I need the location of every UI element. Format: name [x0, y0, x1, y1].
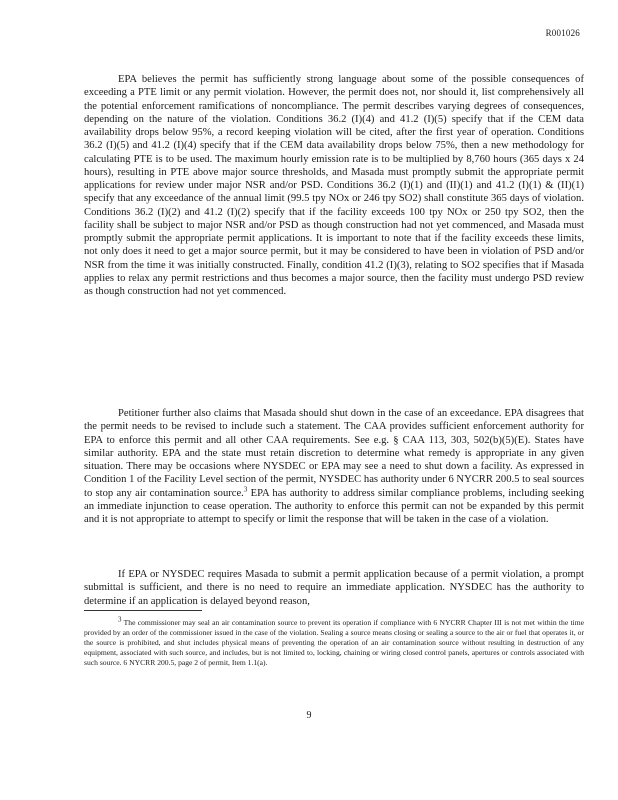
footnote: [84, 615, 584, 668]
footnote-reference: 3: [243, 484, 248, 493]
paragraph-permit-application: If EPA or NYSDEC requires Masada to submit a permit application because of a permit violation, a prompt submittal is sufficient, and there is no need to require an immediate application. NYSDEC has the authority to determine if an application is delayed beyond reason,: [84, 569, 584, 607]
paragraph-permit-consequences: EPA believes the permit has sufficiently strong language about some of the possible consequences of exceeding a PTE limit or any permit violation. However, the permit does not, nor should it, list comprehensively all the potential enforcement ramifications of noncompliance. The permit describes varying degrees of consequences, depending on the nature of the violation. Conditions 36.2 (I)(4) and 41.2 (I)(5) specify that if the CEM data availability drops below 95%, a record keeping violation will be cited, after the first year of operation. Conditions 36.2 (I)(5) and 41.2 (I)(4) specify that if the CEM data availability drops below 75%, then a new methodology for calculating PTE is to be used. The maximum hourly emission rate is to be multiplied by 8,760 hours (365 days x 24 hours), resulting in PTE above major source thresholds, and Masada must promptly submit the appropriate permit applications for review under major NSR and/or PSD. Conditions 36.2 (I)(1) and (II)(1) and 41.2 (I)(1) & (II)(1) specify that any exceedance of the annual limit (99.5 tpy NOx or 246 tpy SO2) shall constitute 365 days of violation. Conditions 36.2 (I)(2) and 41.2 (I)(2) specify that if the facility exceeds 100 tpy NOx or 250 tpy SO2, then the facility shall be subject to major NSR and/or PSD as though construction had not yet commenced, and Masada must promptly submit the appropriate permit applications. It is important to note that if the facility exceeds these limits, not only does it need to get a major source permit, but it may be considered to have been in violation of PSD and/or NSR from the time it was initially constructed. Finally, condition 41.2 (I)(3), relating to SO2 specifies that if Masada applies to relax any permit restrictions and thus becomes a major source, then the facility must undergo PSD review as though construction had not yet commenced.: [84, 74, 584, 297]
footnote-divider: [84, 610, 202, 611]
document-id: R001026: [545, 28, 580, 38]
paragraph-shutdown-text-after: EPA has authority to address similar compliance problems, including seeking an immediate injunction to cease operation. The authority to enforce this permit can not be expanded by this permit and it is not appropriate to attempt to specify or limit the response that will be taken in the case of a violation.: [84, 487, 584, 525]
footnote-mark: 3: [118, 615, 122, 624]
page-number: 9: [306, 710, 312, 721]
paragraph-shutdown-text-before: Petitioner further also claims that Masada should shut down in the case of an exceedance. EPA disagrees that the permit needs to be revised to include such a statement. The CAA provides sufficient enforcement authority for EPA to enforce this permit and all other CAA requirements. See e.g. § CAA 113, 303, 502(b)(5)(E). States have similar authority. EPA and the state must retain discretion to determine what remedy is appropriate in any given situation. There may be occasions where NYSDEC or EPA may see a need to shut down a facility. As expressed in Condition 1 of the Facility Level section of the permit, NYSDEC has authority under 6 NYCRR 200.5 to seal sources to stop any air contamination source.: [84, 408, 584, 499]
footnote-text: The commissioner may seal an air contamination source to prevent its operation if compliance with 6 NYCRR Chapter III is not met within the time provided by an order of the commissioner issued in the case of the violation. Sealing a source means closing or sealing a source to the air or fuel that operates it, or the source is prohibited, and shut includes physical means of preventing the operation of an air contamination source without resulting in destruction of any equipment, associated with such source, and includes, but is not limited to, locking, chaining or wiring closed control panels, apertures or controls associated with such source. 6 NYCRR 200.5, page 2 of permit, Item 1.1(a).: [84, 618, 584, 667]
paragraph-shutdown-claim: [84, 407, 584, 526]
